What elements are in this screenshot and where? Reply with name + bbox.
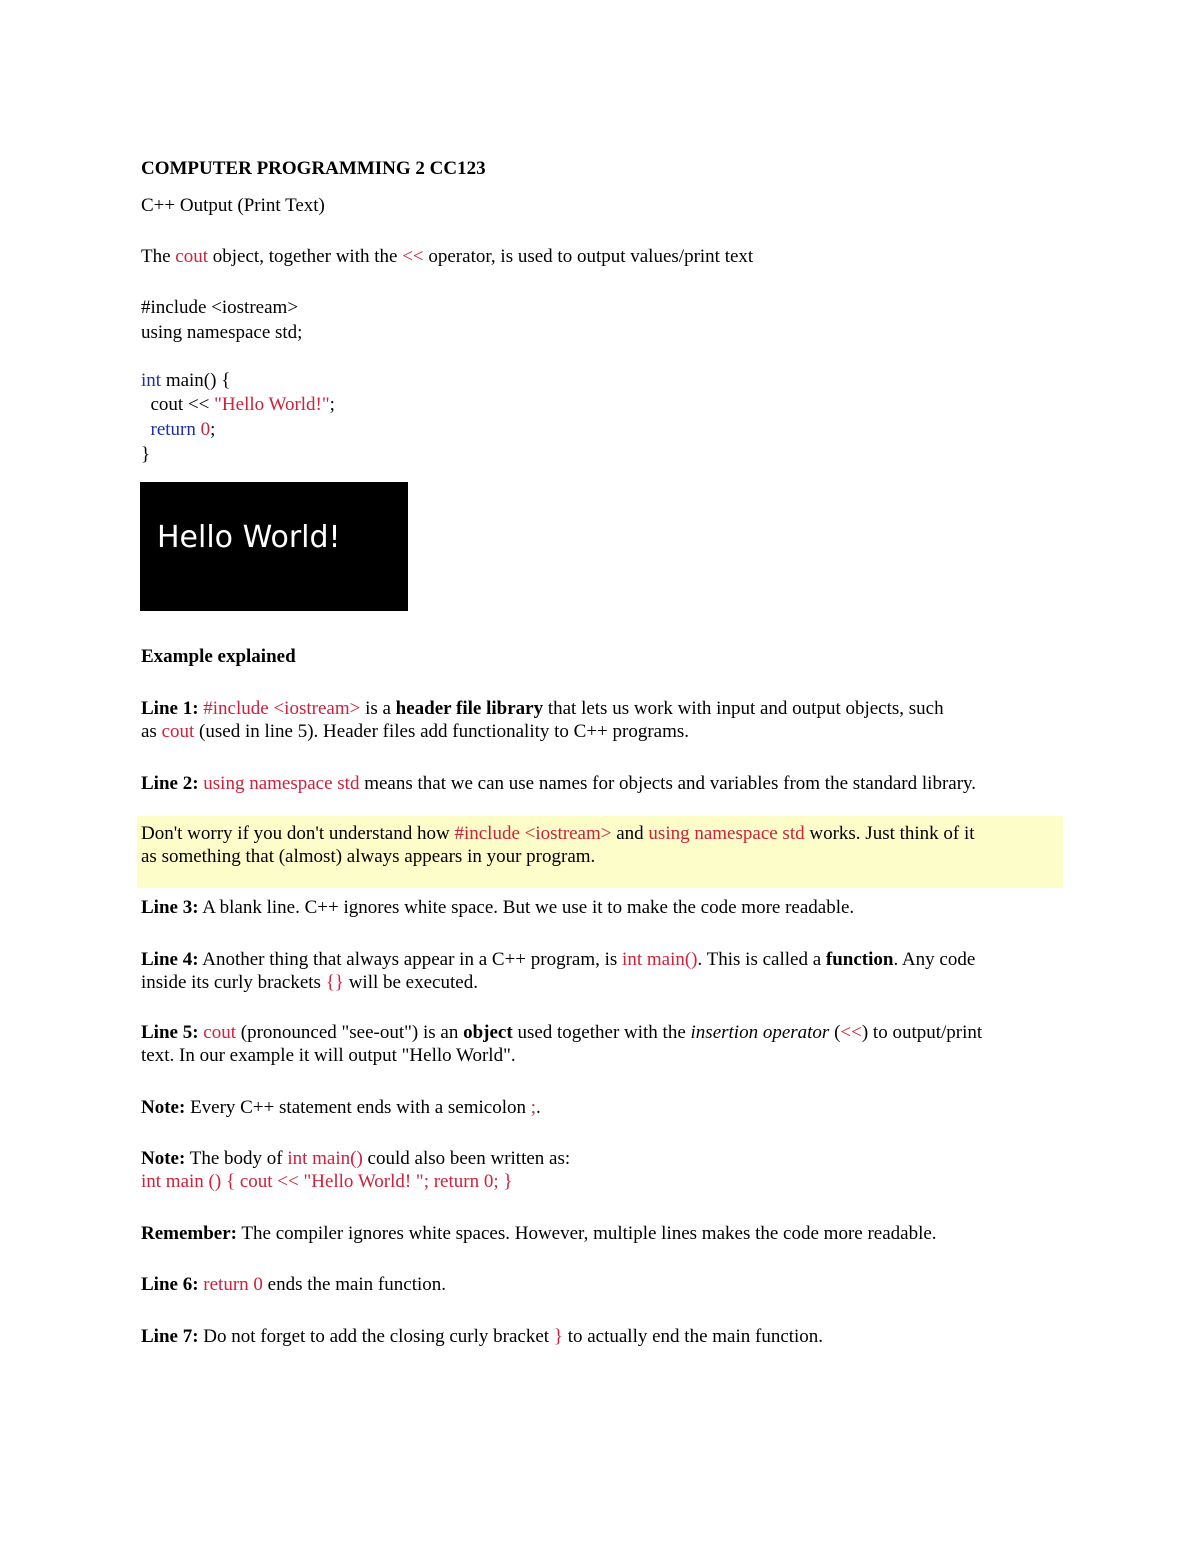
body-text: . This is called a — [697, 949, 826, 970]
line-label: Line 1: — [141, 698, 199, 719]
remember-paragraph — [141, 1222, 937, 1245]
body-text: Don't worry if you don't understand how — [141, 823, 455, 844]
line-label: Line 6: — [141, 1274, 199, 1295]
body-text: and — [611, 823, 649, 844]
body-text: . — [536, 1097, 541, 1118]
line6-paragraph — [141, 1273, 446, 1296]
line-label: Line 5: — [141, 1022, 199, 1043]
body-text: The body of — [185, 1148, 288, 1169]
body-text: Every C++ statement ends with a semicolon — [185, 1097, 531, 1118]
intro-code-operator: << — [402, 246, 424, 267]
body-text: to actually end the main function. — [562, 1326, 824, 1347]
note-box-line-2: as something that (almost) always appears in your program. — [141, 846, 596, 867]
inline-code: cout — [161, 721, 195, 742]
inline-code: #include <iostream> — [454, 823, 612, 844]
line-label: Line 4: — [141, 949, 199, 970]
document-title: COMPUTER PROGRAMMING 2 CC123 — [141, 158, 486, 179]
code-line-3 — [141, 369, 230, 392]
note2-code-line: int main () { cout << "Hello World! "; return 0; } — [141, 1171, 513, 1192]
body-text: as — [141, 721, 162, 742]
remember-label: Remember: — [141, 1223, 238, 1244]
code-number: 0 — [195, 419, 211, 440]
inline-code: using namespace std — [203, 773, 360, 794]
body-text: ( — [829, 1022, 841, 1043]
code-line-6: } — [141, 444, 151, 465]
code-text: ; — [329, 394, 335, 415]
body-text: inside its curly brackets — [141, 972, 326, 993]
inline-code: ; — [530, 1097, 537, 1118]
line4-paragraph — [141, 948, 975, 971]
body-text: . Any code — [893, 949, 976, 970]
body-text: is a — [360, 698, 396, 719]
note1-paragraph — [141, 1096, 541, 1119]
code-keyword: int — [141, 370, 162, 391]
inline-code: int main() — [287, 1148, 363, 1169]
body-text: ends the main function. — [262, 1274, 447, 1295]
note2-paragraph — [141, 1147, 570, 1170]
inline-code: int main() — [622, 949, 698, 970]
emphasis-text: insertion operator — [690, 1022, 830, 1043]
inline-code: return 0 — [203, 1274, 263, 1295]
line7-paragraph — [141, 1325, 823, 1348]
body-text: works. Just think of it — [804, 823, 975, 844]
line-label: Line 7: — [141, 1326, 199, 1347]
body-text: could also been written as: — [362, 1148, 571, 1169]
intro-code-cout: cout — [175, 246, 209, 267]
line-label: Line 3: — [141, 897, 199, 918]
inline-code: << — [840, 1022, 862, 1043]
line5-paragraph — [141, 1021, 982, 1044]
strong-text: function — [825, 949, 894, 970]
line2-paragraph — [141, 772, 976, 795]
inline-code: cout — [203, 1022, 236, 1043]
body-text: A blank line. C++ ignores white space. But we use it to make the code more readable. — [198, 897, 855, 918]
line1-paragraph-cont — [141, 720, 689, 743]
section-heading: Example explained — [141, 646, 296, 667]
line3-paragraph — [141, 896, 854, 919]
body-text: (used in line 5). Header files add functionality to C++ programs. — [194, 721, 690, 742]
intro-text: The — [141, 246, 176, 267]
note-box-line-1 — [141, 822, 975, 845]
code-keyword: return — [141, 419, 196, 440]
body-text: used together with the — [512, 1022, 691, 1043]
code-line-5 — [141, 418, 215, 441]
console-output-text: Hello World! — [157, 520, 341, 555]
code-text: cout << — [141, 394, 215, 415]
body-text: will be executed. — [343, 972, 478, 993]
code-line-2: using namespace std; — [141, 322, 303, 343]
body-text: Do not forget to add the closing curly bracket — [198, 1326, 554, 1347]
intro-text: operator, is used to output values/print text — [423, 246, 754, 267]
note-label: Note: — [141, 1097, 186, 1118]
line4-paragraph-cont — [141, 971, 478, 994]
body-text: that lets us work with input and output objects, such — [543, 698, 944, 719]
intro-paragraph — [141, 245, 753, 268]
body-text: ) to output/print — [861, 1022, 983, 1043]
line-label: Line 2: — [141, 773, 199, 794]
note-label: Note: — [141, 1148, 186, 1169]
inline-code: } — [553, 1326, 563, 1347]
inline-code: using namespace std — [648, 823, 805, 844]
strong-text: object — [463, 1022, 513, 1043]
body-text: Another thing that always appear in a C++ program, is — [198, 949, 623, 970]
body-text: (pronounced "see-out") is an — [236, 1022, 464, 1043]
code-string: "Hello World!" — [214, 394, 330, 415]
inline-code: #include <iostream> — [203, 698, 361, 719]
line1-paragraph — [141, 697, 944, 720]
inline-code: {} — [325, 972, 344, 993]
document-subtitle: C++ Output (Print Text) — [141, 195, 325, 216]
code-text: main() { — [161, 370, 231, 391]
code-text: ; — [210, 419, 216, 440]
body-text: The compiler ignores white spaces. However, multiple lines makes the code more readable. — [237, 1223, 937, 1244]
strong-text: header file library — [395, 698, 544, 719]
intro-text: object, together with the — [208, 246, 403, 267]
body-text: means that we can use names for objects and variables from the standard library. — [359, 773, 977, 794]
code-line-1: #include <iostream> — [141, 297, 299, 318]
line5-paragraph-cont: text. In our example it will output "Hello World". — [141, 1045, 516, 1066]
console-output-image — [140, 482, 408, 611]
code-line-4 — [141, 393, 335, 416]
